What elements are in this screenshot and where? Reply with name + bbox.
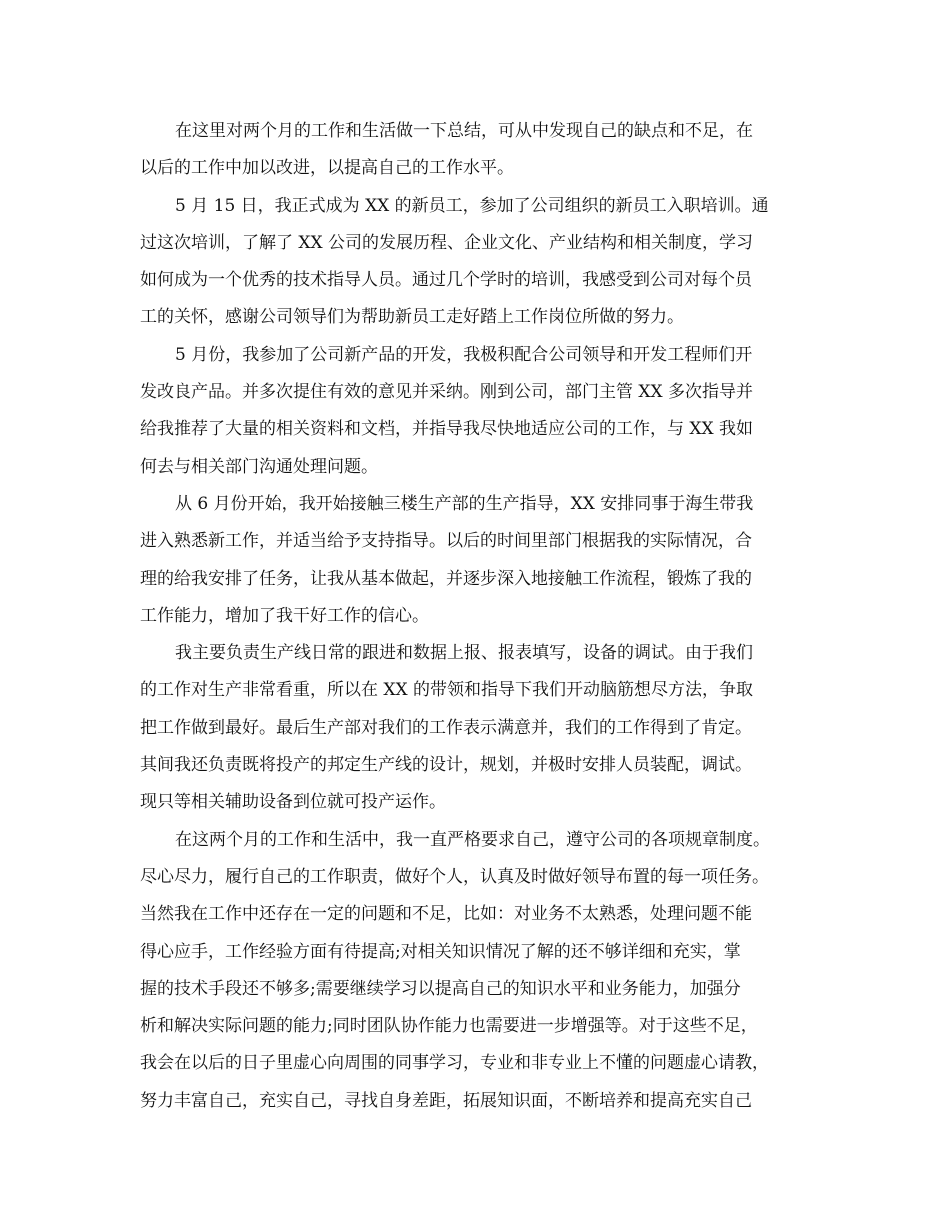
text-line: 努力丰富自己，充实自己，寻找自身差距，拓展知识面，不断培养和提高充实自己 <box>140 1090 752 1111</box>
text-line: 在这两个月的工作和生活中，我一直严格要求自己，遵守公司的各项规章制度。 <box>175 829 770 850</box>
text-line: 进入熟悉新工作，并适当给予支持指导。以后的时间里部门根据我的实际情况，合 <box>140 531 752 552</box>
text-line: 在这里对两个月的工作和生活做一下总结，可从中发现自己的缺点和不足，在 <box>175 121 753 141</box>
text-line: 理的给我安排了任务，让我从基本做起，并逐步深入地接触工作流程，锻炼了我的 <box>140 568 752 589</box>
text-line: 我主要负责生产线日常的跟进和数据上报、报表填写，设备的调试。由于我们 <box>175 643 753 664</box>
text-line: 以后的工作中加以改进，以提高自己的工作水平。 <box>140 158 514 179</box>
text-line: 握的技术手段还不够多;需要继续学习以提高自己的知识水平和业务能力，加强分 <box>140 978 741 999</box>
text-line: 如何成为一个优秀的技术指导人员。通过几个学时的培训，我感受到公司对每个员 <box>140 270 752 291</box>
text-line: 发改良产品。并多次提住有效的意见并采纳。刚到公司，部门主管 XX 多次指导并 <box>140 382 754 403</box>
text-line: 5 月 15 日，我正式成为 XX 的新员工，参加了公司组织的新员工入职培训。通 <box>175 195 769 216</box>
text-line: 现只等相关辅助设备到位就可投产运作。 <box>140 792 446 813</box>
text-line: 过这次培训，了解了 XX 公司的发展历程、企业文化、产业结构和相关制度，学习 <box>140 232 754 253</box>
text-line: 得心应手，工作经验方面有待提高;对相关知识情况了解的还不够详细和充实，掌 <box>140 941 741 962</box>
text-line: 的工作对生产非常看重，所以在 XX 的带领和指导下我们开动脑筋想尽方法，争取 <box>140 680 754 701</box>
text-line: 工作能力，增加了我干好工作的信心。 <box>140 605 429 626</box>
text-line: 从 6 月份开始，我开始接触三楼生产部的生产指导，XX 安排同事于海生带我 <box>175 493 754 514</box>
text-line: 把工作做到最好。最后生产部对我们的工作表示满意并，我们的工作得到了肯定。 <box>140 717 752 738</box>
text-line: 工的关怀，感谢公司领导们为帮助新员工走好踏上工作岗位所做的努力。 <box>140 307 684 328</box>
text-line: 尽心尽力，履行自己的工作职责，做好个人，认真及时做好领导布置的每一项任务。 <box>140 866 769 887</box>
text-line: 其间我还负责既将投产的邦定生产线的设计，规划，并极时安排人员装配，调试。 <box>140 755 752 776</box>
text-line: 5 月份，我参加了公司新产品的开发，我极积配合公司领导和开发工程师们开 <box>175 344 753 365</box>
text-line: 我会在以后的日子里虚心向周围的同事学习，专业和非专业上不懂的问题虚心请教， <box>140 1053 769 1074</box>
text-line: 当然我在工作中还存在一定的问题和不足，比如：对业务不太熟悉，处理问题不能 <box>140 904 752 925</box>
document-body <box>140 113 830 1120</box>
text-line: 何去与相关部门沟通处理问题。 <box>140 456 378 477</box>
text-line: 析和解决实际问题的能力;同时团队协作能力也需要进一步增强等。对于这些不足， <box>140 1016 758 1037</box>
text-line: 给我推荐了大量的相关资料和文档，并指导我尽快地适应公司的工作，与 XX 我如 <box>140 419 754 440</box>
